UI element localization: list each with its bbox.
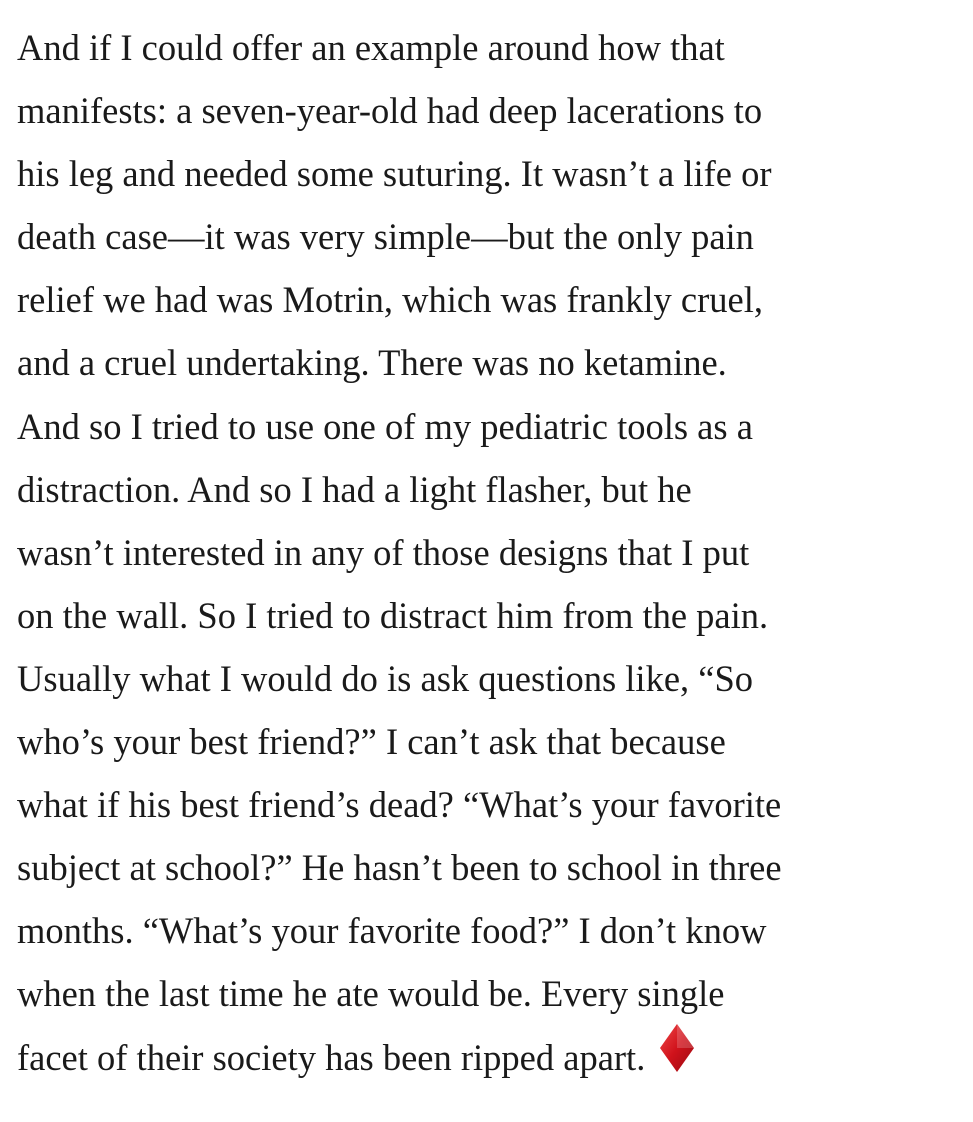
text-line: when the last time he ate would be. Every single <box>17 973 725 1015</box>
last-line <box>17 1026 967 1089</box>
text-line: wasn’t interested in any of those designs that I put <box>17 531 750 573</box>
text-line: And so I tried to use one of my pediatric tools as a <box>17 405 753 447</box>
text-line: facet of their society has been ripped apart. <box>17 1036 646 1078</box>
text-line: death case—it was very simple—but the only pain <box>17 216 754 258</box>
text-line: what if his best friend’s dead? “What’s your favorite <box>17 784 782 826</box>
text-line: distraction. And so I had a light flasher, but he <box>17 468 692 510</box>
text-line: on the wall. So I tried to distract him from the pain. <box>17 594 769 636</box>
text-line: subject at school?” He hasn’t been to school in three <box>17 847 782 889</box>
text-line: his leg and needed some suturing. It wasn’t a life or <box>17 153 772 195</box>
text-line: months. “What’s your favorite food?” I don’t know <box>17 910 767 952</box>
text-line: relief we had was Motrin, which was frankly cruel, <box>17 279 763 321</box>
text-line: who’s your best friend?” I can’t ask that because <box>17 721 726 763</box>
text-line: manifests: a seven-year-old had deep lacerations to <box>17 90 763 132</box>
text-line: And if I could offer an example around how that <box>17 27 725 68</box>
text-line: and a cruel undertaking. There was no ketamine. <box>17 342 727 384</box>
red-diamond-icon <box>659 1023 695 1092</box>
article-body <box>17 16 967 1089</box>
text-line: Usually what I would do is ask questions like, “So <box>17 657 754 699</box>
